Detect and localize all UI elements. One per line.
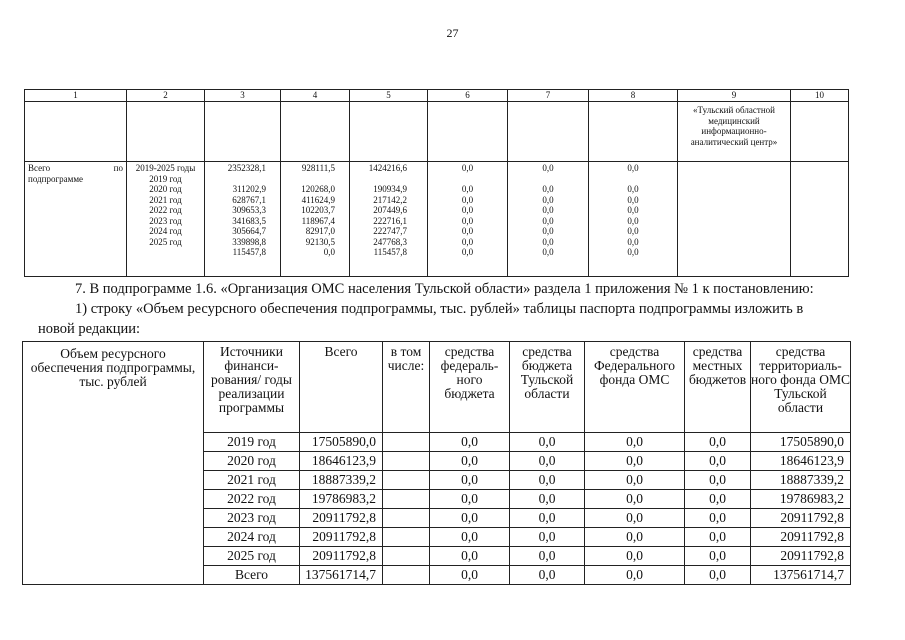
local-cell: 0,0 [685,452,751,471]
header-cell: средства территориаль- ного фонда ОМС Тульской области [751,342,851,433]
federal-cell: 0,0 [430,547,510,566]
column-7: 0,0 0,0 0,0 0,0 0,0 0,0 0,0 0,0 [508,162,589,277]
local-cell: 0,0 [685,528,751,547]
tfoms-cell: 137561714,7 [751,566,851,585]
tula-cell: 0,0 [510,528,585,547]
tfoms-cell: 20911792,8 [751,528,851,547]
column-number: 4 [281,90,350,102]
tfoms-cell: 19786983,2 [751,490,851,509]
empty-cell [383,566,430,585]
tfoms-cell: 18887339,2 [751,471,851,490]
column-number-row [25,90,849,102]
local-cell: 0,0 [685,471,751,490]
column-number: 8 [589,90,678,102]
ffoms-cell: 0,0 [585,452,685,471]
column-8: 0,0 0,0 0,0 0,0 0,0 0,0 0,0 0,0 [589,162,678,277]
column-number: 10 [791,90,849,102]
column-number: 6 [428,90,508,102]
tula-cell: 0,0 [510,433,585,452]
total-column: 2352328,1 311202,9 628767,1 309653,3 341683,5 305664,7 339898,8 115457,8 [205,162,281,277]
federal-cell: 0,0 [430,566,510,585]
header-cell: средства бюджета Тульской области [510,342,585,433]
total-cell: 20911792,8 [300,547,383,566]
program-summary-table [24,89,849,277]
header-cell: в том числе: [383,342,430,433]
local-cell: 0,0 [685,509,751,528]
column-4: 928111,5 120268,0 411624,9 102203,7 118967,4 82917,0 92130,5 0,0 [281,162,350,277]
total-cell: 20911792,8 [300,509,383,528]
ffoms-cell: 0,0 [585,509,685,528]
column-number: 1 [25,90,127,102]
total-cell: 20911792,8 [300,528,383,547]
federal-cell: 0,0 [430,433,510,452]
local-cell: 0,0 [685,547,751,566]
local-cell: 0,0 [685,490,751,509]
header-row [23,342,851,433]
row-title: Объем ресурсного обеспечения подпрограммы, тыс. рублей [23,342,204,585]
tfoms-cell: 17505890,0 [751,433,851,452]
paragraph-subitem-1: 1) строку «Объем ресурсного обеспечения подпрограммы, тыс. рублей» таблицы паспорта подпрограммы изложить в [75,301,804,317]
column-number: 7 [508,90,589,102]
table-row [25,102,849,162]
ffoms-cell: 0,0 [585,566,685,585]
federal-cell: 0,0 [430,471,510,490]
column-6: 0,0 0,0 0,0 0,0 0,0 0,0 0,0 0,0 [428,162,508,277]
column-number: 2 [127,90,205,102]
year-cell: 2023 год [204,509,300,528]
paragraph-item-7: 7. В подпрограмме 1.6. «Организация ОМС населения Тульской области» раздела 1 приложения № 1 к постановлению: [75,281,814,297]
ffoms-cell: 0,0 [585,490,685,509]
year-cell: 2020 год [204,452,300,471]
total-cell: 17505890,0 [300,433,383,452]
header-cell: средства федераль- ного бюджета [430,342,510,433]
ffoms-cell: 0,0 [585,433,685,452]
total-cell: 18646123,9 [300,452,383,471]
header-cell: средства местных бюджетов [685,342,751,433]
year-cell: 2024 год [204,528,300,547]
tula-cell: 0,0 [510,452,585,471]
empty-cell [383,509,430,528]
empty-cell [383,471,430,490]
empty-cell [383,452,430,471]
column-number: 3 [205,90,281,102]
total-cell: 19786983,2 [300,490,383,509]
organization-name: «Тульский областной медицинский информационно-аналитический центр» [678,102,791,162]
empty-cell [383,490,430,509]
tfoms-cell: 20911792,8 [751,509,851,528]
table-row [25,162,849,277]
tfoms-cell: 18646123,9 [751,452,851,471]
ffoms-cell: 0,0 [585,528,685,547]
tula-cell: 0,0 [510,547,585,566]
page-number: 27 [446,26,459,40]
column-number: 9 [678,90,791,102]
year-cell: Всего [204,566,300,585]
ffoms-cell: 0,0 [585,547,685,566]
period-column: 2019-2025 годы 2019 год 2020 год 2021 год 2022 год 2023 год 2024 год 2025 год [127,162,205,277]
header-cell: Всего [300,342,383,433]
tula-cell: 0,0 [510,509,585,528]
year-cell: 2021 год [204,471,300,490]
total-cell: 137561714,7 [300,566,383,585]
total-cell: 18887339,2 [300,471,383,490]
federal-cell: 0,0 [430,452,510,471]
year-cell: 2019 год [204,433,300,452]
header-cell: средства Федерального фонда ОМС [585,342,685,433]
tfoms-cell: 20911792,8 [751,547,851,566]
year-cell: 2025 год [204,547,300,566]
resource-provision-table [22,341,851,585]
empty-cell [383,433,430,452]
local-cell: 0,0 [685,433,751,452]
column-number: 5 [350,90,428,102]
paragraph-continuation: новой редакции: [38,321,141,337]
federal-cell: 0,0 [430,509,510,528]
tula-cell: 0,0 [510,490,585,509]
tula-cell: 0,0 [510,471,585,490]
header-cell: Источники финанси- рования/ годы реализации программы [204,342,300,433]
empty-cell [383,528,430,547]
year-cell: 2022 год [204,490,300,509]
empty-cell [383,547,430,566]
row-label: Всего по подпрограмме [25,162,127,277]
ffoms-cell: 0,0 [585,471,685,490]
federal-cell: 0,0 [430,528,510,547]
local-cell: 0,0 [685,566,751,585]
column-5: 1424216,6 190934,9 217142,2 207449,6 222716,1 222747,7 247768,3 115457,8 [350,162,428,277]
federal-cell: 0,0 [430,490,510,509]
tula-cell: 0,0 [510,566,585,585]
